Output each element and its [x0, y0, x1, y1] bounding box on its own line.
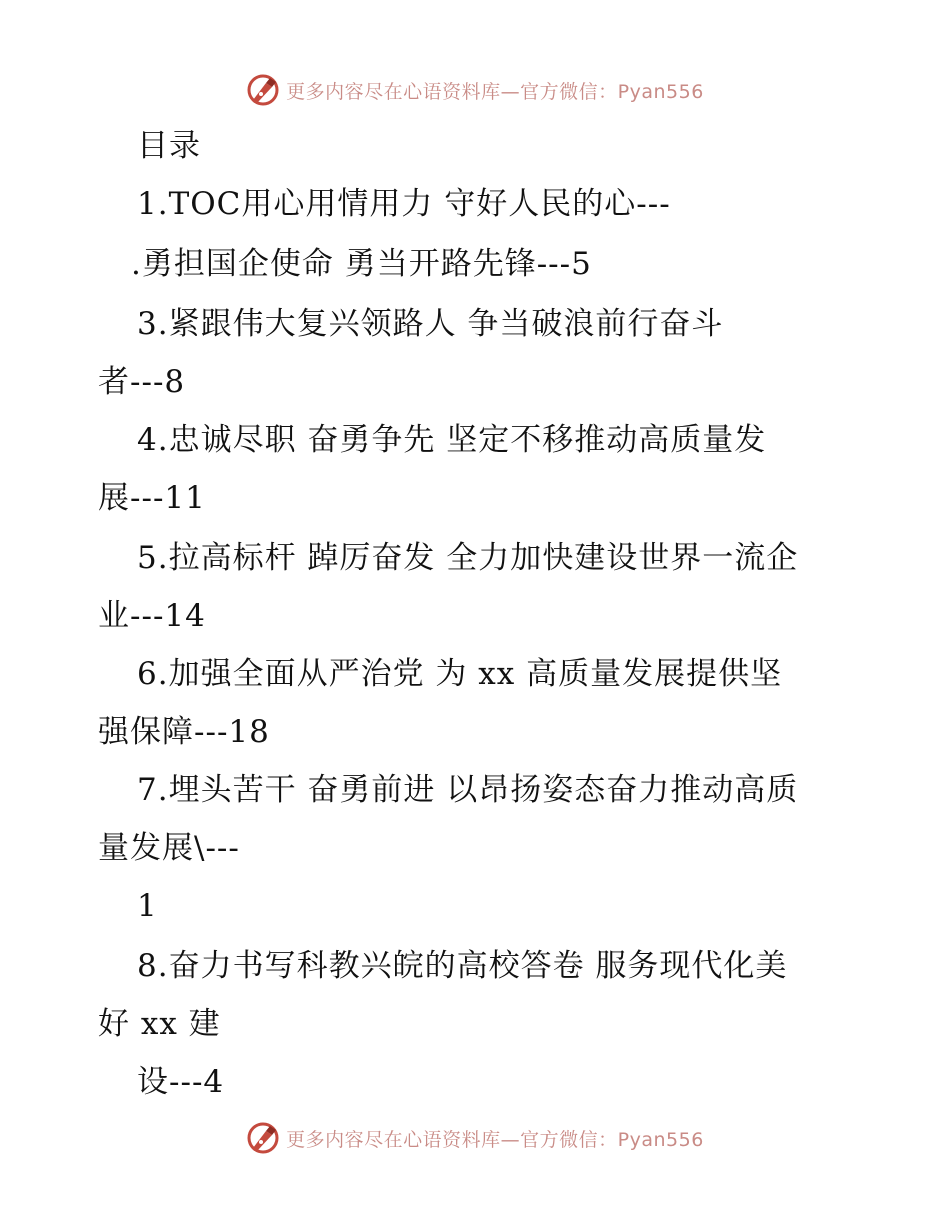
toc-entry: 4.忠诚尽职 奋勇争先 坚定不移推动高质量发 — [137, 422, 767, 458]
toc-entry-continuation: 者---8 — [98, 364, 186, 400]
toc-entry: 8.奋力书写科教兴皖的高校答卷 服务现代化美 — [137, 948, 788, 984]
toc-title: 目录 — [137, 128, 201, 164]
toc-entry: 6.加强全面从严治党 为 xx 高质量发展提供坚 — [137, 656, 783, 692]
header-watermark-text: 更多内容尽在心语资料库—官方微信：Pyan556 — [286, 80, 704, 103]
toc-entry: 3.紧跟伟大复兴领路人 争当破浪前行奋斗 — [137, 306, 724, 342]
toc-entry-continuation: 业---14 — [98, 598, 206, 634]
pen-nib-logo-icon — [246, 1121, 280, 1155]
toc-entry-continuation: 强保障---18 — [98, 714, 270, 750]
toc-entry: 5.拉高标杆 踔厉奋发 全力加快建设世界一流企 — [137, 540, 799, 576]
toc-entry-continuation: 量发展\--- — [98, 830, 240, 866]
toc-entry: 1.TOC用心用情用力 守好人民的心--- — [137, 186, 671, 222]
footer-watermark — [0, 1118, 950, 1158]
footer-watermark-text: 更多内容尽在心语资料库—官方微信：Pyan556 — [286, 1128, 704, 1151]
toc-entry-continuation: 展---11 — [98, 480, 206, 516]
toc-entry: 7.埋头苦干 奋勇前进 以昂扬姿态奋力推动高质 — [137, 772, 799, 808]
toc-entry-continuation: 设---4 — [137, 1064, 225, 1100]
toc-entry-continuation: 好 xx 建 — [98, 1006, 221, 1042]
toc-entry-continuation: 1 — [137, 888, 158, 924]
toc-entry: .勇担国企使命 勇当开路先锋---5 — [131, 246, 592, 282]
